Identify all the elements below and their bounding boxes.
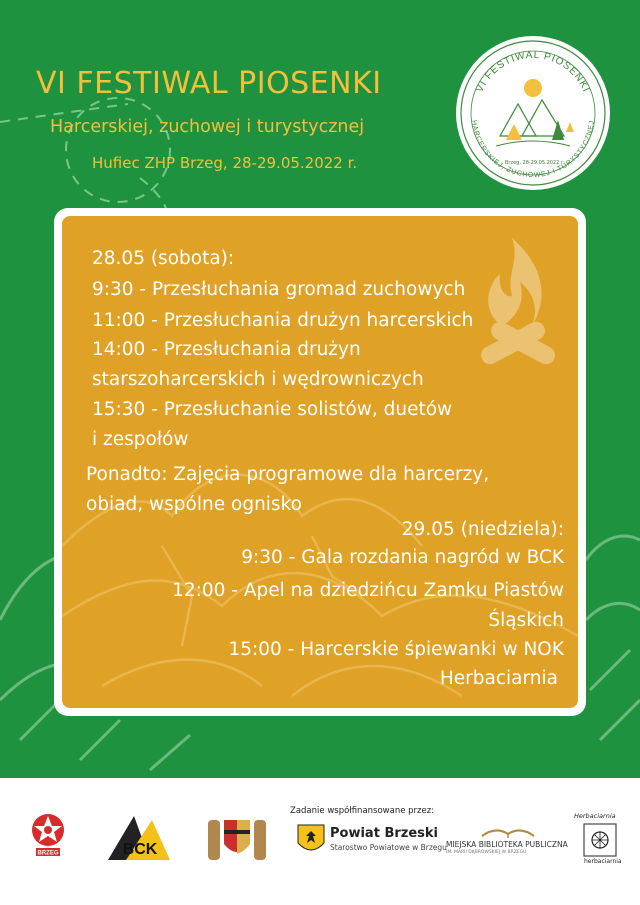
- day1-heading: 28.05 (sobota):: [92, 248, 235, 269]
- bck-logo: [104, 812, 174, 864]
- day1-item: 14:00 - Przesłuchania drużyn: [92, 339, 361, 360]
- badge-bottom-text: HARCERSKIEJ, ZUCHOWEJ I TURYSTYCZNEJ: [470, 119, 596, 180]
- page-subtitle: Harcerskiej, zuchowej i turystycznej: [50, 117, 365, 137]
- festival-badge: [456, 36, 610, 190]
- badge-top-text: VI FESTIWAL PIOSENKI: [474, 49, 592, 95]
- herbaciarnia-label: herbaciarnia: [584, 858, 622, 865]
- event-info: Hufiec ZHP Brzeg, 28-29.05.2022 r.: [92, 154, 358, 172]
- powiat-logo: [296, 823, 326, 857]
- day1-item: 15:30 - Przesłuchanie solistów, duetów: [92, 399, 453, 420]
- day1-item: starszoharcerskich i wędrowniczych: [92, 369, 424, 390]
- herbaciarnia-logo: [582, 822, 618, 858]
- brzeg-logo: [28, 812, 68, 858]
- day2-item: 9:30 - Gala rozdania nagród w BCK: [241, 547, 564, 568]
- svg-text:BCK: BCK: [122, 841, 158, 858]
- library-name: MIEJSKA BIBLIOTEKA PUBLICZNA: [446, 840, 568, 849]
- day2-item: Śląskich: [488, 610, 564, 631]
- page-title: VI FESTIWAL PIOSENKI: [36, 66, 382, 101]
- coat-of-arms-logo: [204, 814, 270, 864]
- day1-item: 9:30 - Przesłuchania gromad zuchowych: [92, 279, 466, 300]
- cofinanced-label: Zadanie współfinansowane przez:: [290, 806, 435, 816]
- day1-item: 11:00 - Przesłuchania drużyn harcerskich: [92, 310, 474, 331]
- herbaciarnia-title: Herbaciarnia: [574, 812, 616, 820]
- powiat-subtitle: Starostwo Powiatowe w Brzegu: [330, 843, 447, 852]
- library-subtitle: IM. MARII DĄBROWSKIEJ W BRZEGU: [446, 850, 527, 855]
- extra-info: Ponadto: Zajęcia programowe dla harcerzy,: [86, 464, 490, 485]
- day1-item: i zespołów: [92, 429, 189, 450]
- day2-item: Herbaciarnia: [439, 668, 558, 689]
- day2-item: 12:00 - Apel na dziedzińcu Zamku Piastów: [172, 580, 564, 601]
- svg-text:BRZEG: BRZEG: [37, 850, 59, 857]
- day2-heading: 29.05 (niedziela):: [401, 519, 564, 540]
- day2-item: 15:00 - Harcerskie śpiewanki w NOK: [228, 639, 564, 660]
- library-book-icon: [478, 822, 538, 840]
- badge-date: Brzeg, 28-29.05.2022 r.: [505, 160, 565, 166]
- powiat-name: Powiat Brzeski: [330, 826, 438, 841]
- extra-info: obiad, wspólne ognisko: [86, 494, 302, 515]
- badge-artwork: [456, 36, 610, 190]
